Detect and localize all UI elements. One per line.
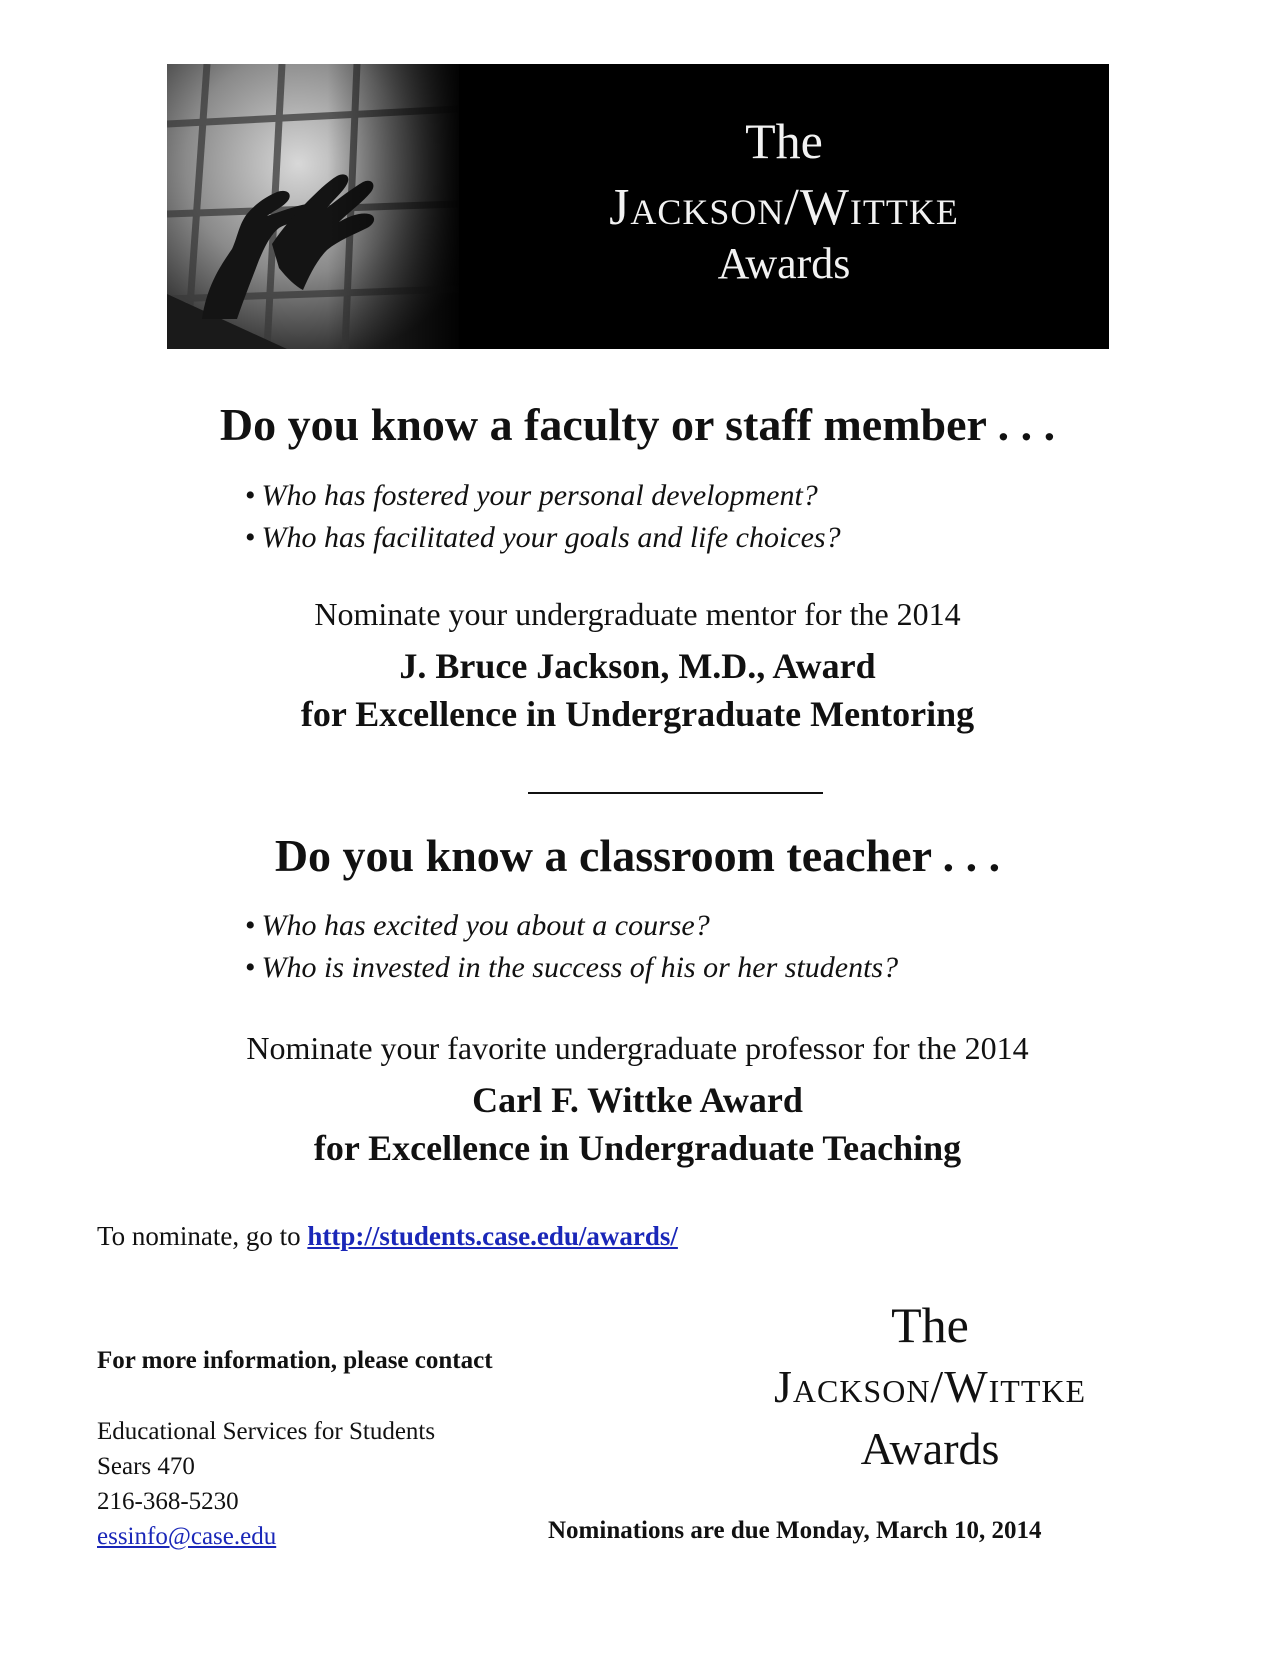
nominate-prefix: To nominate, go to: [97, 1221, 308, 1251]
teacher-award-title: [0, 1076, 1275, 1172]
bullet-text: Who has facilitated your goals and life choices?: [261, 521, 841, 554]
award-subtitle: for Excellence in Undergraduate Teaching: [313, 1128, 962, 1168]
list-item: • Who has fostered your personal development?: [245, 479, 818, 512]
contact-email-link[interactable]: essinfo@case.edu: [97, 1523, 277, 1550]
award-subtitle: for Excellence in Undergraduate Mentoring: [300, 694, 975, 734]
contact-location: Sears 470: [97, 1453, 195, 1480]
nominate-instructions: [97, 1223, 678, 1250]
award-name: J. Bruce Jackson, M.D., Award: [399, 646, 876, 686]
bullet-text: Who has fostered your personal development?: [261, 479, 818, 512]
contact-block: [97, 1414, 435, 1554]
mentor-bullet-list: [245, 475, 841, 559]
hands-silhouette-photo: [167, 64, 459, 349]
award-name: Carl F. Wittke Award: [472, 1080, 803, 1120]
logo-the: The: [891, 1297, 969, 1353]
banner-title-name: Jackson/Wittke: [609, 179, 959, 236]
banner-title-awards: Awards: [717, 239, 851, 288]
list-item: • Who has facilitated your goals and life choices?: [245, 521, 841, 554]
mentor-nominate-text: Nominate your undergraduate mentor for the 2014: [314, 596, 961, 632]
teacher-heading: Do you know a classroom teacher . . .: [274, 830, 1001, 881]
contact-phone: 216-368-5230: [97, 1488, 239, 1515]
mentor-heading: Do you know a faculty or staff member . . .: [219, 399, 1056, 450]
awards-logo: [700, 1295, 1160, 1479]
teacher-bullet-list: [245, 905, 898, 989]
logo-awards: Awards: [860, 1423, 1000, 1474]
section-divider: [528, 792, 823, 794]
banner-title-the: The: [745, 113, 823, 169]
teacher-nominate-text: Nominate your favorite undergraduate professor for the 2014: [246, 1030, 1029, 1066]
header-banner: [167, 64, 1109, 349]
contact-office: Educational Services for Students: [97, 1418, 436, 1445]
logo-name: Jackson/Wittke: [773, 1361, 1087, 1412]
deadline-text: Nominations are due Monday, March 10, 2014: [548, 1517, 1042, 1544]
list-item: • Who is invested in the success of his or her students?: [245, 951, 899, 984]
awards-link[interactable]: http://students.case.edu/awards/: [307, 1221, 678, 1251]
mentor-award-title: [0, 642, 1275, 738]
contact-heading: For more information, please contact: [97, 1347, 493, 1374]
banner-title: [459, 64, 1109, 349]
list-item: • Who has excited you about a course?: [245, 909, 710, 942]
bullet-text: Who is invested in the success of his or her students?: [261, 951, 899, 984]
bullet-text: Who has excited you about a course?: [261, 909, 710, 942]
